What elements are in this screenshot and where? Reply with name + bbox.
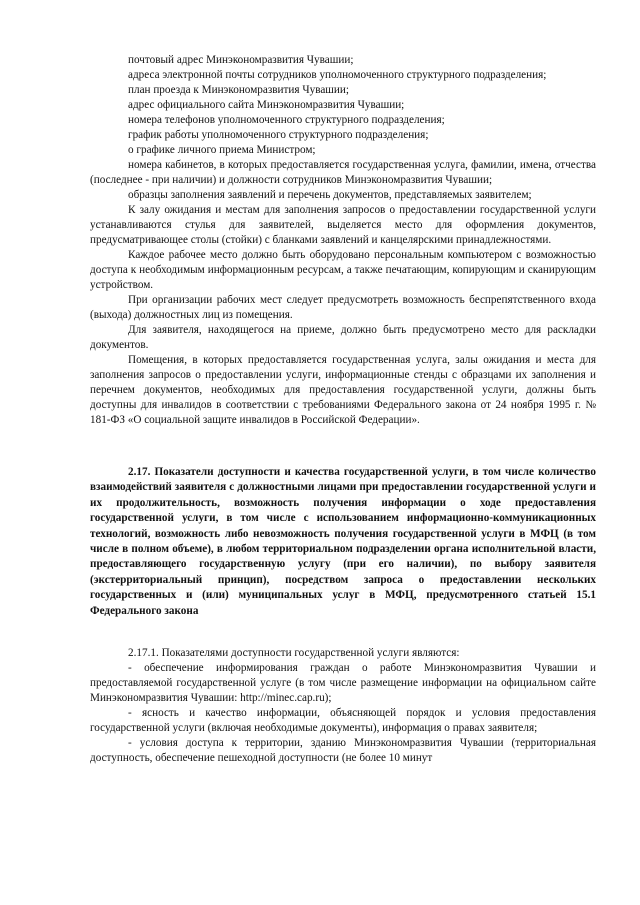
paragraph-workplace-access: При организации рабочих мест следует предусмотреть возможность беспрепятственного входа (выхода) должностных лиц из помещения. bbox=[90, 294, 596, 321]
section-heading-2-17: 2.17. Показатели доступности и качества государственной услуги, в том числе количество взаимодействий заявителя с должностными лицами при предоставлении государственной услуги и их продолжительность, возможность получения информации о ходе предоставления государственной услуги, в том числе с использованием информационно-коммуникационных технологий, возможность либо невозможность получения государственной услуги в МФЦ (в том числе в полном объеме), в любом территориальном подразделении органа исполнительной власти, предоставляющего государственную услугу (при его наличии), по выбору заявителя (экстерриториальный принцип), посредством запроса о предоставлении нескольких государственных и (или) муниципальных услуг в МФЦ, предусмотренного статьей 15.1 Федерального закона bbox=[90, 466, 596, 617]
list-item-informing: - обеспечение информирования граждан о работе Минэкономразвития Чувашии и предоставляемой государственной услуге (в том числе размещение информации на официальном сайте Минэкономразвития Чувашии: http://minec.cap.ru); bbox=[90, 662, 596, 705]
list-item-phone-numbers: номера телефонов уполномоченного структурного подразделения; bbox=[128, 114, 445, 126]
document-page bbox=[90, 53, 596, 766]
list-item-website-address: адрес официального сайта Минэкономразвития Чувашии; bbox=[128, 99, 405, 111]
list-item-route-plan: план проезда к Минэкономразвития Чувашии; bbox=[128, 84, 349, 96]
list-item-minister-reception: о графике личного приема Министром; bbox=[128, 144, 316, 156]
paragraph-2-17-1: 2.17.1. Показателями доступности государственной услуги являются: bbox=[128, 647, 460, 660]
paragraph-workplace-equipment: Каждое рабочее место должно быть оборудовано персональным компьютером с возможностью доступа к необходимым информационным ресурсам, а также печатающим, копирующим и сканирующим устройством. bbox=[90, 249, 596, 291]
list-item-office-numbers: номера кабинетов, в которых предоставляется государственная услуга, фамилии, имена, отчества (последнее - при наличии) и должности сотрудников Минэкономразвития Чувашии; bbox=[90, 159, 596, 186]
paragraph-accessibility: Помещения, в которых предоставляется государственная услуга, залы ожидания и места для заполнения запросов о предоставлении услуги, информационные стенды с образцами их заполнения и перечнем документов, необходимых для предоставления государственной услуги, должны быть доступны для инвалидов в соответствии с требованиями Федерального закона от 24 ноября 1995 г. № 181-ФЗ «О социальной защите инвалидов в Российской Федерации». bbox=[90, 354, 596, 426]
list-item-sample-forms: образцы заполнения заявлений и перечень документов, представляемых заявителем; bbox=[128, 189, 532, 201]
list-item-access-conditions: - условия доступа к территории, зданию Минэкономразвития Чувашии (территориальная доступность, обеспечение пешеходной доступности (не более 10 минут bbox=[90, 737, 596, 765]
list-item-email-addresses: адреса электронной почты сотрудников уполномоченного структурного подразделения; bbox=[128, 69, 547, 81]
list-item-postal-address: почтовый адрес Минэкономразвития Чувашии; bbox=[128, 54, 354, 66]
section-2-17-body bbox=[90, 646, 596, 766]
list-item-clarity: - ясность и качество информации, объясняющей порядок и условия предоставления государственной услуги (включая необходимые документы), информация о правах заявителя; bbox=[90, 707, 596, 735]
paragraph-documents-place: Для заявителя, находящегося на приеме, должно быть предусмотрено место для раскладки документов. bbox=[90, 324, 596, 351]
list-item-work-schedule: график работы уполномоченного структурного подразделения; bbox=[128, 129, 429, 141]
paragraph-waiting-hall: К залу ожидания и местам для заполнения запросов о предоставлении государственной услуги устанавливаются стулья для заявителей, выделяется место для оформления документов, предусматривающее столы (стойки) с бланками заявлений и канцелярскими принадлежностями. bbox=[90, 204, 596, 246]
